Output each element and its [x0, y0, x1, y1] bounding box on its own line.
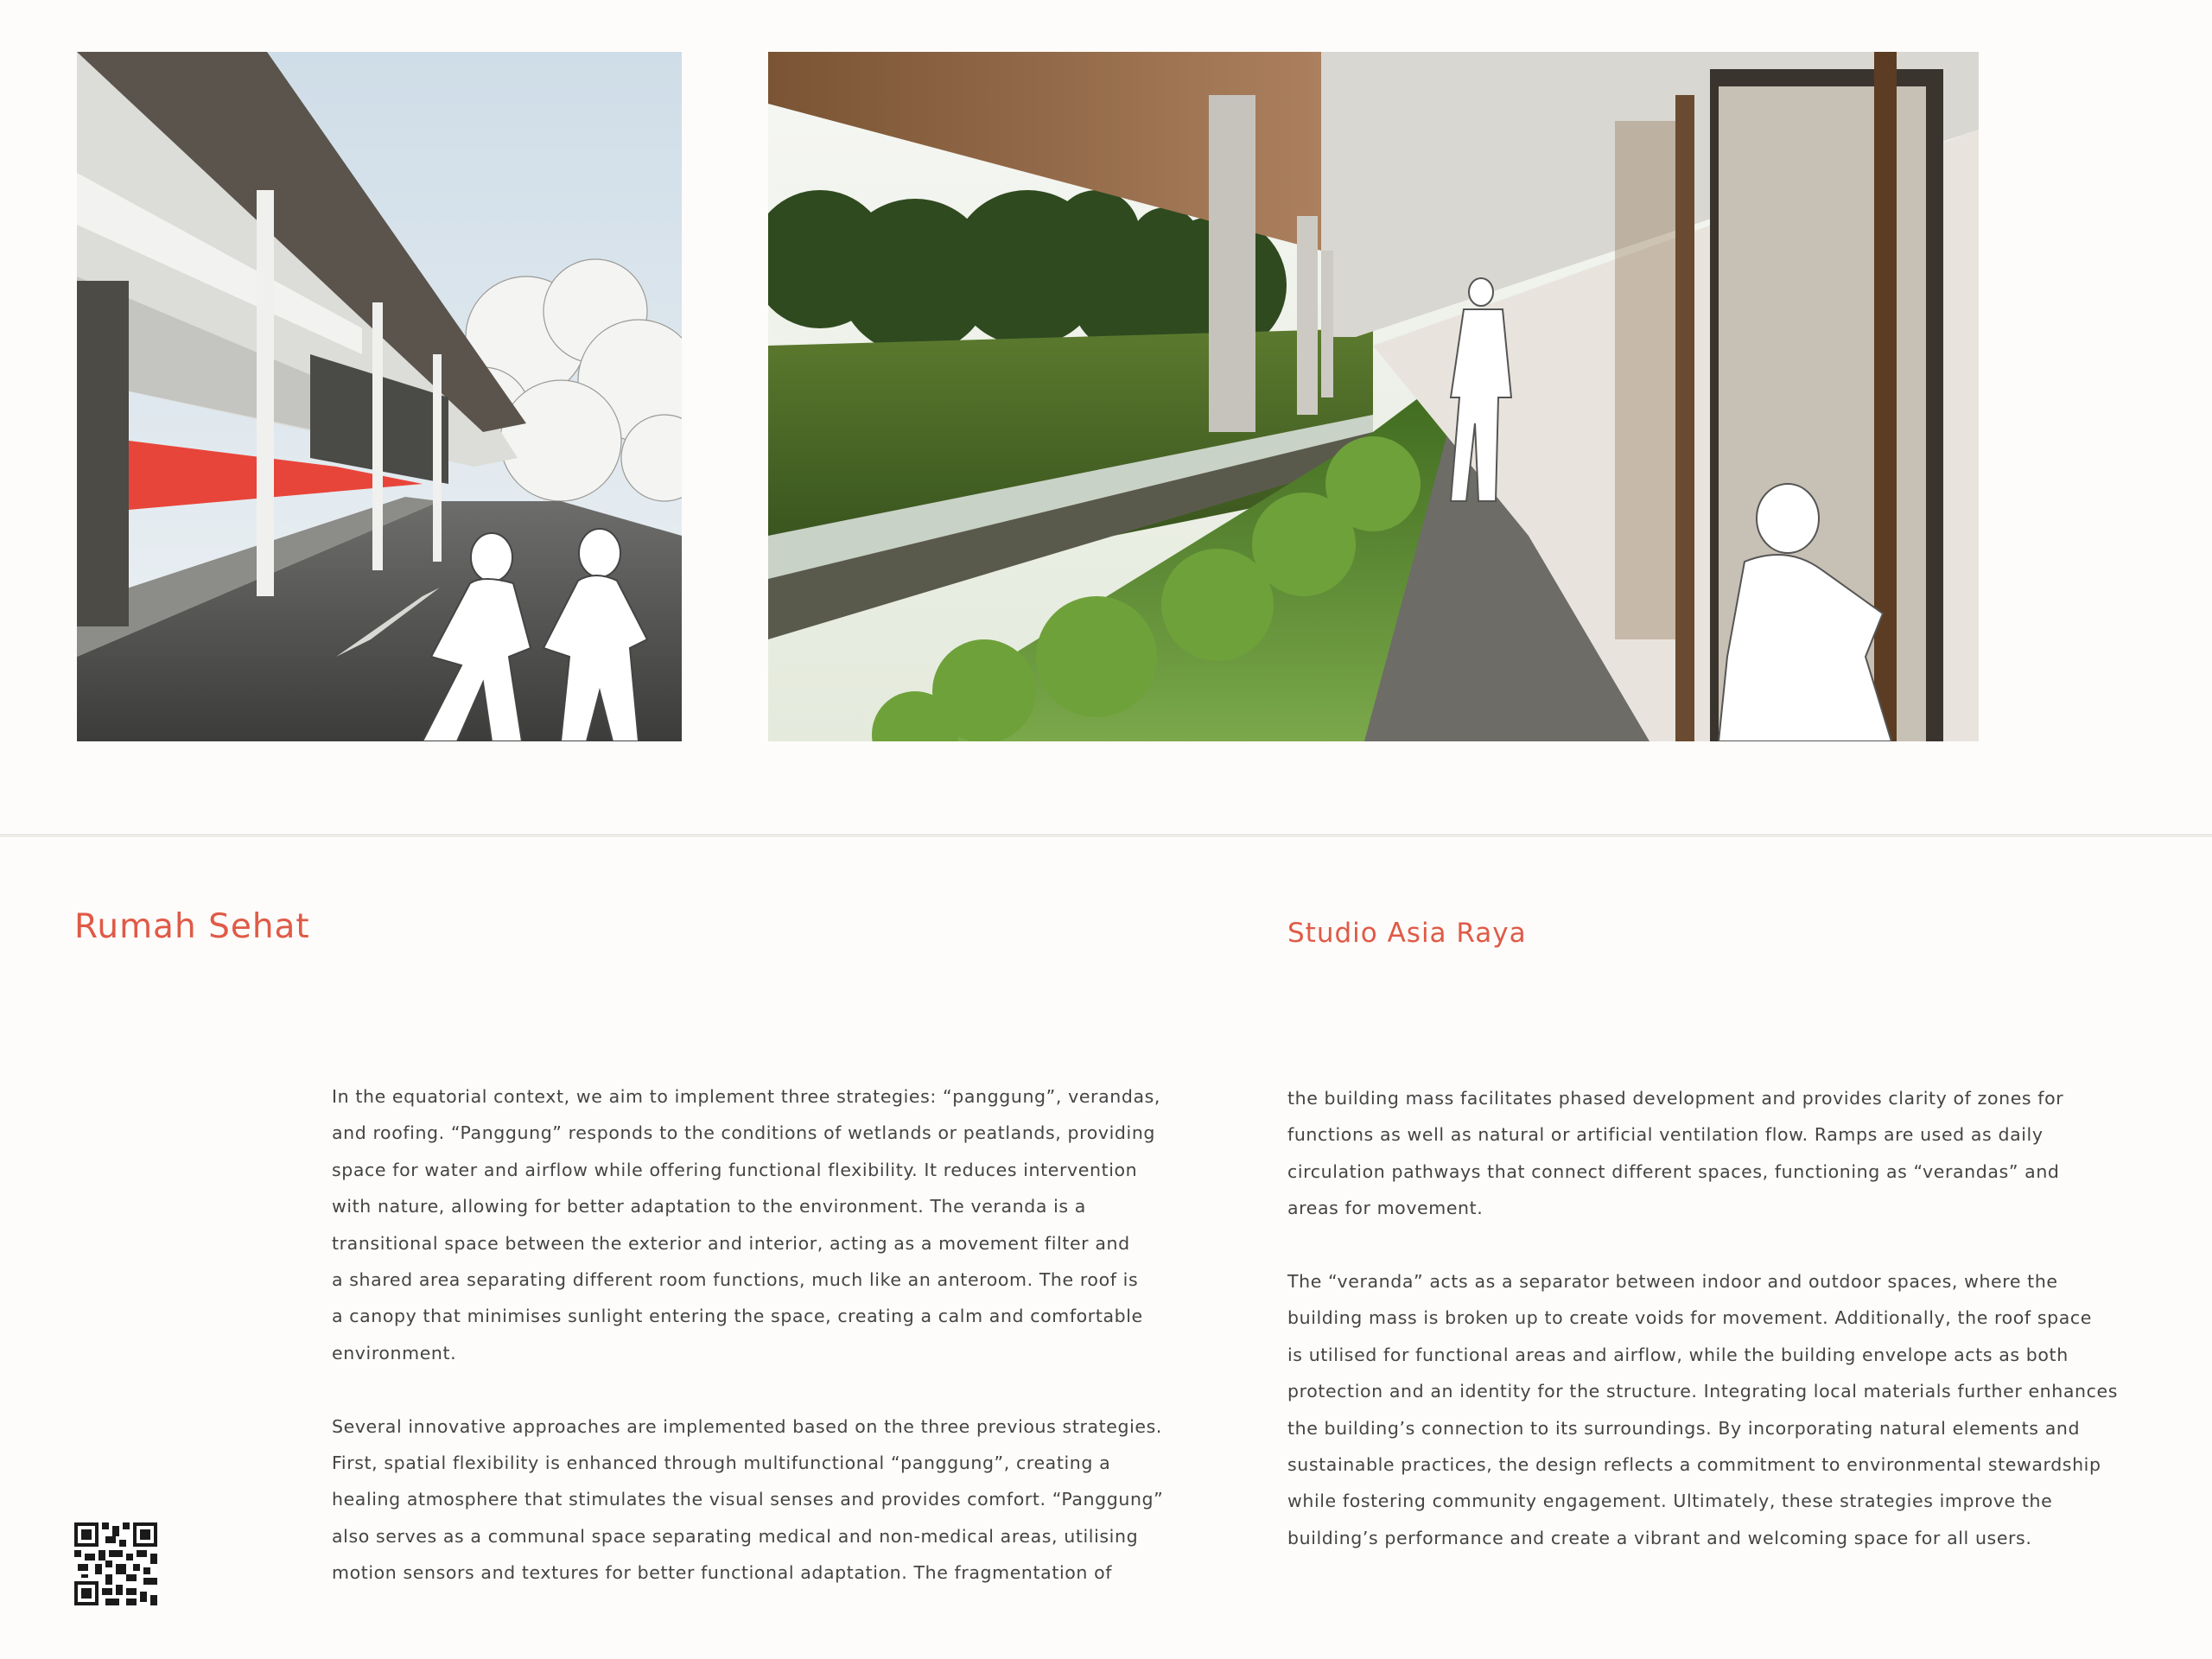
- street-rendering-drawing: [77, 52, 682, 741]
- veranda-rendering-image: [768, 52, 1979, 741]
- right-text-column: [1287, 1080, 2160, 1556]
- left-paragraph-2: Several innovative approaches are implemented based on the three previous strategies. First, spatial flexibility is enhanced through multifunctional “panggung”, creating a healing atmosphere that stimulates the visual senses and provides comfort. “Panggung” also serves as a communal space separating medical and non-medical areas, utilising motion sensors and textures for better functional adaptation. The fragmentation of: [332, 1415, 1164, 1584]
- left-text-column: [332, 1078, 1205, 1592]
- veranda-rendering-drawing: [768, 52, 1979, 741]
- right-paragraph-2: The “veranda” acts as a separator between indoor and outdoor spaces, where the building mass is broken up to create voids for movement. Additionally, the roof space is utilised for functional areas and airflow, while the building envelope acts as both protection and an identity for the structure. Integrating local materials further enhances the building’s connection to its surroundings. By incorporating natural elements and sustainable practices, the design reflects a commitment to environmental stewardship while fostering community engagement. Ultimately, these strategies improve the building’s performance and create a vibrant and welcoming space for all users.: [1287, 1271, 2118, 1548]
- right-paragraph-1: the building mass facilitates phased development and provides clarity of zones for functions as well as natural or artificial ventilation flow. Ramps are used as daily circulation pathways that connect different spaces, functioning as “verandas” and areas for movement.: [1287, 1088, 2064, 1219]
- page-fold-line: [0, 834, 2212, 837]
- left-paragraph-1: In the equatorial context, we aim to implement three strategies: “panggung”, verandas, and roofing. “Panggung” responds to the conditions of wetlands or peatlands, providing space for water and airflow while offering functional flexibility. It reduces intervention with nature, allowing for better adaptation to the environment. The veranda is a transitional space between the exterior and interior, acting as a movement filter and a shared area separating different room functions, much like an anteroom. The roof is a canopy that minimises sunlight entering the space, creating a calm and comfortable environment.: [332, 1086, 1161, 1363]
- qr-code-icon[interactable]: [74, 1522, 157, 1605]
- street-rendering-image: [77, 52, 682, 741]
- project-title: Rumah Sehat: [74, 907, 310, 946]
- studio-name: Studio Asia Raya: [1287, 918, 1527, 949]
